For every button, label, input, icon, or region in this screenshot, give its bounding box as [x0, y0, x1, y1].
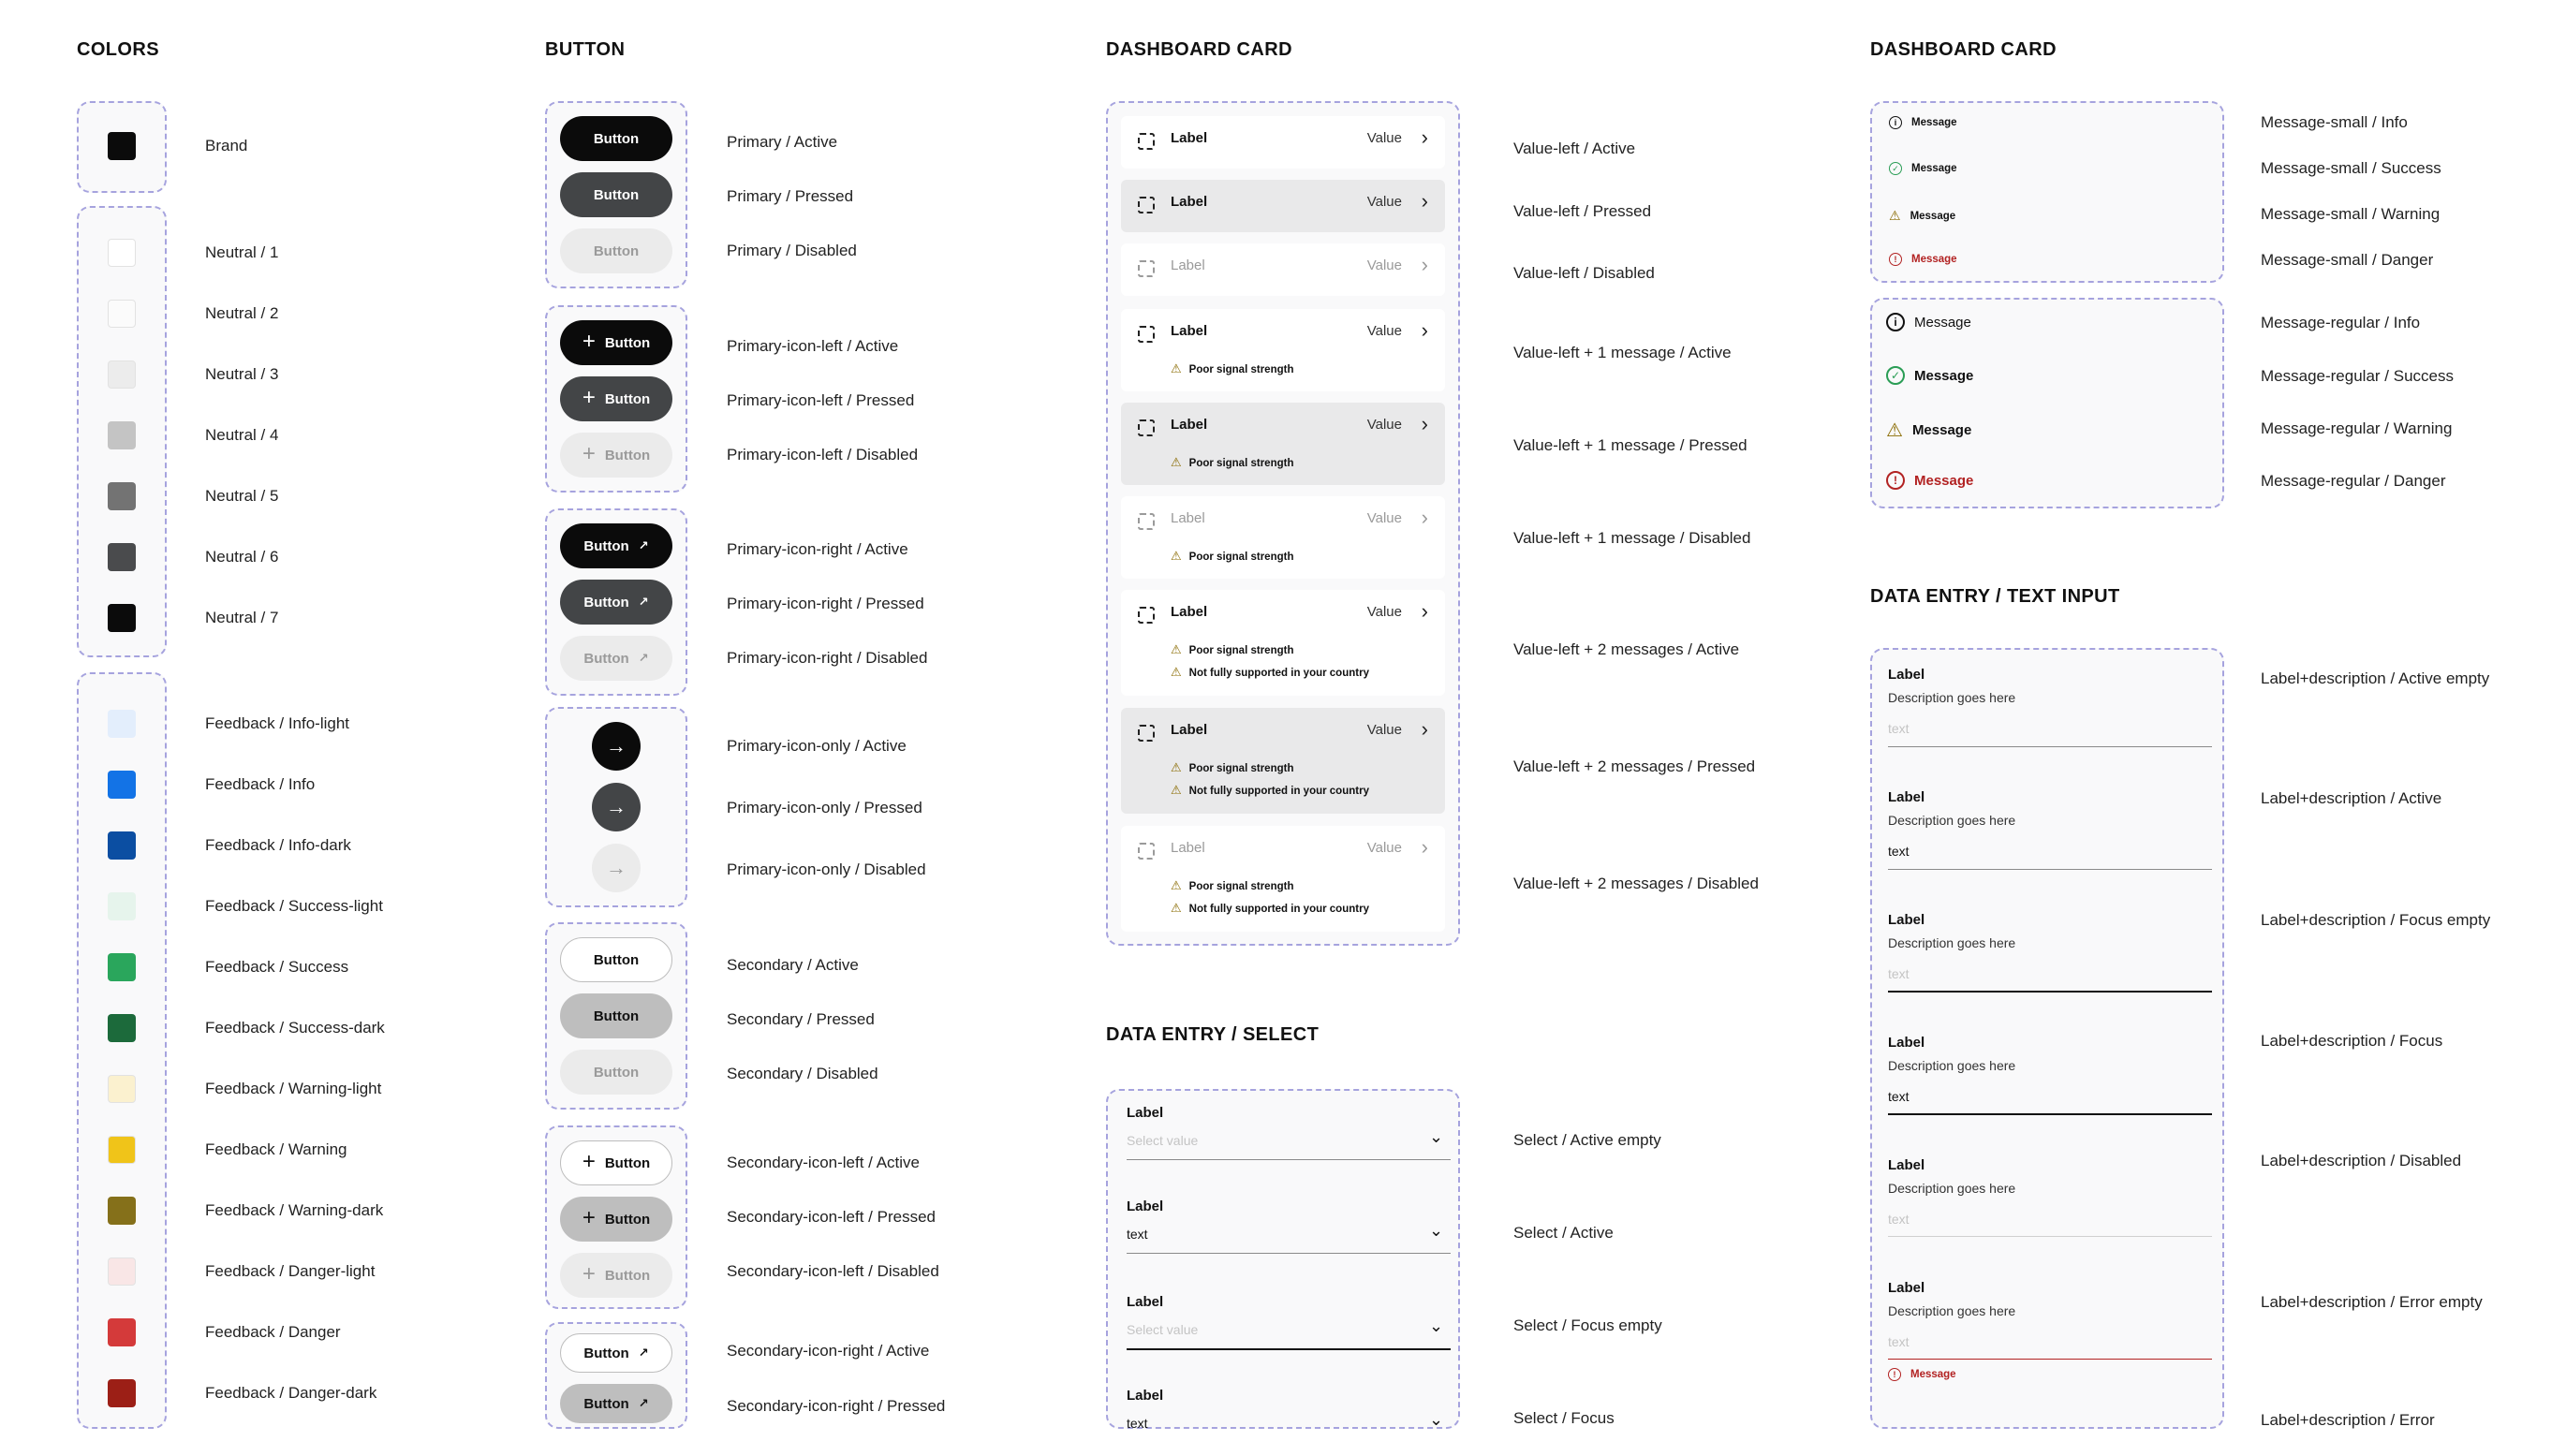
row-value: Value	[1366, 130, 1402, 146]
placeholder-icon	[1138, 725, 1155, 742]
row-value: Value	[1366, 417, 1402, 433]
feedback-color-3-swatch	[108, 831, 136, 860]
primary-icon-left-button-active[interactable]: + Button	[560, 320, 672, 365]
input-placeholder: text	[1888, 1334, 1910, 1349]
primary-icon-only-button-disabled[interactable]	[592, 844, 641, 892]
arrow-right-icon: →	[606, 734, 627, 757]
dashboard-row-1msg-pressed[interactable]	[1121, 403, 1445, 485]
neutral-color-6-label: Neutral / 6	[205, 548, 279, 566]
feedback-color-7-label: Feedback / Warning-light	[205, 1080, 382, 1097]
primary-button-disabled[interactable]: Button	[560, 228, 672, 273]
variant-label: Value-left + 2 messages / Active	[1513, 640, 1740, 658]
variant-label: Value-left + 2 messages / Pressed	[1513, 757, 1756, 775]
feedback-color-2-swatch	[108, 771, 136, 799]
input-label: Label	[1888, 1035, 1925, 1051]
variant-label: Secondary-icon-right / Active	[727, 1342, 930, 1360]
primary-icon-right-button-active[interactable]: Button ↗	[560, 523, 672, 568]
variant-label: Primary-icon-only / Disabled	[727, 860, 926, 878]
primary-icon-left-button-disabled[interactable]: + Button	[560, 433, 672, 478]
placeholder-icon	[1138, 843, 1155, 860]
secondary-icon-right-button-active[interactable]: Button ↗	[560, 1333, 672, 1373]
row-label: Label	[1171, 323, 1208, 339]
select-value: text	[1127, 1227, 1148, 1242]
primary-button-pressed[interactable]: Button	[560, 172, 672, 217]
variant-label: Label+description / Error empty	[2261, 1293, 2483, 1311]
row-value: Value	[1366, 323, 1402, 339]
placeholder-icon	[1138, 326, 1155, 343]
variant-label: Label+description / Active	[2261, 789, 2442, 807]
warning-icon: ⚠	[1171, 455, 1182, 469]
primary-icon-only-button-pressed[interactable]	[592, 783, 641, 831]
row-message: ⚠ Not fully supported in your country	[1171, 665, 1369, 679]
feedback-color-8-label: Feedback / Warning	[205, 1140, 347, 1158]
row-message: ⚠ Poor signal strength	[1171, 642, 1294, 656]
input-description: Description goes here	[1888, 935, 2016, 950]
input-placeholder: text	[1888, 721, 1910, 736]
variant-label: Message-small / Danger	[2261, 251, 2434, 269]
select-underline	[1127, 1159, 1451, 1160]
variant-label: Value-left + 2 messages / Disabled	[1513, 875, 1759, 892]
secondary-button-disabled[interactable]: Button	[560, 1050, 672, 1095]
input-underline	[1888, 1359, 2212, 1360]
placeholder-icon	[1138, 513, 1155, 530]
chevron-right-icon: ›	[1421, 125, 1428, 149]
row-label: Label	[1171, 722, 1208, 738]
variant-label: Primary / Active	[727, 133, 838, 151]
variant-label: Message-regular / Success	[2261, 367, 2454, 385]
chevron-right-icon: ›	[1421, 506, 1428, 529]
variant-label: Primary-icon-left / Pressed	[727, 391, 915, 409]
brand-color-swatch	[108, 132, 136, 160]
variant-label: Secondary / Disabled	[727, 1065, 878, 1082]
primary-icon-only-button-active[interactable]	[592, 722, 641, 771]
neutral-color-6-swatch	[108, 543, 136, 571]
colors-heading: COLORS	[77, 39, 159, 60]
chevron-right-icon: ›	[1421, 412, 1428, 435]
input-placeholder: text	[1888, 966, 1910, 981]
input-placeholder: text	[1888, 1212, 1910, 1227]
alert-circle-icon: !	[1889, 253, 1902, 266]
variant-label: Secondary-icon-left / Pressed	[727, 1208, 936, 1226]
message-regular-info: i Message	[1886, 313, 1971, 331]
plus-icon: +	[582, 1261, 596, 1287]
row-message: ⚠ Poor signal strength	[1171, 361, 1294, 375]
neutral-color-4-swatch	[108, 421, 136, 449]
input-description: Description goes here	[1888, 1058, 2016, 1073]
dashboard-row-pressed[interactable]	[1121, 180, 1445, 232]
dashboard-row-active[interactable]	[1121, 116, 1445, 169]
message-small-danger: ! Message	[1889, 253, 1957, 266]
input-underline	[1888, 991, 2212, 993]
message-small-success: ✓ Message	[1889, 162, 1957, 175]
warning-icon: ⚠	[1171, 760, 1182, 774]
brand-color-label: Brand	[205, 137, 248, 154]
variant-label: Message-regular / Danger	[2261, 472, 2446, 490]
select-value: text	[1127, 1416, 1148, 1431]
row-message: ⚠ Not fully supported in your country	[1171, 783, 1369, 797]
neutral-color-5-label: Neutral / 5	[205, 487, 279, 505]
warning-icon: ⚠	[1886, 420, 1903, 441]
dashboard-row-disabled[interactable]	[1121, 243, 1445, 296]
dashboard-row-2msg-active[interactable]	[1121, 590, 1445, 696]
row-message: ⚠ Poor signal strength	[1171, 878, 1294, 892]
variant-label: Value-left + 1 message / Pressed	[1513, 436, 1748, 454]
neutral-color-4-label: Neutral / 4	[205, 426, 279, 444]
feedback-color-11-swatch	[108, 1318, 136, 1346]
variant-label: Secondary-icon-left / Active	[727, 1154, 920, 1171]
warning-icon: ⚠	[1171, 783, 1182, 797]
variant-label: Message-small / Warning	[2261, 205, 2441, 223]
alert-circle-icon: !	[1886, 471, 1905, 490]
select-label: Label	[1127, 1294, 1164, 1310]
message-regular-danger: ! Message	[1886, 471, 1973, 490]
primary-icon-right-button-disabled[interactable]: Button ↗	[560, 636, 672, 681]
message-small-warning: ⚠ Message	[1889, 208, 1956, 223]
row-message: ⚠ Poor signal strength	[1171, 455, 1294, 469]
input-description: Description goes here	[1888, 813, 2016, 828]
input-label: Label	[1888, 789, 1925, 805]
variant-label: Value-left / Disabled	[1513, 264, 1655, 282]
input-description: Description goes here	[1888, 1303, 2016, 1318]
message-small-info: i Message	[1889, 116, 1957, 129]
variant-label: Value-left + 1 message / Active	[1513, 344, 1732, 361]
neutral-color-7-swatch	[108, 604, 136, 632]
chevron-right-icon: ›	[1421, 318, 1428, 342]
select-label: Label	[1127, 1199, 1164, 1214]
variant-label: Label+description / Disabled	[2261, 1152, 2462, 1169]
select-underline	[1127, 1253, 1451, 1254]
secondary-icon-left-button-active[interactable]: + Button	[560, 1140, 672, 1185]
placeholder-icon	[1138, 133, 1155, 150]
feedback-color-5-label: Feedback / Success	[205, 958, 349, 976]
arrow-up-right-icon: ↗	[638, 1346, 649, 1360]
feedback-color-10-label: Feedback / Danger-light	[205, 1262, 376, 1280]
chevron-down-icon: ⌄	[1429, 1410, 1444, 1429]
select-label: Label	[1127, 1105, 1164, 1121]
primary-button-active[interactable]: Button	[560, 116, 672, 161]
neutral-color-1-swatch	[108, 239, 136, 267]
input-underline	[1888, 869, 2212, 870]
variant-label: Primary-icon-right / Disabled	[727, 649, 928, 667]
primary-icon-right-button-pressed[interactable]: Button ↗	[560, 580, 672, 625]
secondary-button-pressed[interactable]: Button	[560, 993, 672, 1038]
arrow-up-right-icon: ↗	[638, 651, 649, 665]
input-value: text	[1888, 844, 1910, 859]
neutral-color-2-swatch	[108, 300, 136, 328]
feedback-color-10-swatch	[108, 1257, 136, 1286]
row-label: Label	[1171, 417, 1208, 433]
chevron-right-icon: ›	[1421, 253, 1428, 276]
input-label: Label	[1888, 1280, 1925, 1296]
variant-label: Primary / Disabled	[727, 242, 857, 259]
feedback-color-9-label: Feedback / Warning-dark	[205, 1201, 384, 1219]
variant-label: Primary-icon-left / Active	[727, 337, 899, 355]
feedback-color-6-swatch	[108, 1014, 136, 1042]
select-placeholder: Select value	[1127, 1133, 1199, 1148]
chevron-down-icon: ⌄	[1429, 1221, 1444, 1240]
chevron-right-icon: ›	[1421, 189, 1428, 213]
neutral-color-7-label: Neutral / 7	[205, 609, 279, 626]
variant-label: Primary / Pressed	[727, 187, 854, 205]
arrow-up-right-icon: ↗	[638, 538, 649, 552]
warning-icon: ⚠	[1171, 901, 1182, 915]
input-error-message: ! Message	[1888, 1368, 1956, 1381]
feedback-color-2-label: Feedback / Info	[205, 775, 316, 793]
input-underline	[1888, 1236, 2212, 1237]
feedback-color-1-swatch	[108, 710, 136, 738]
variant-label: Value-left + 1 message / Disabled	[1513, 529, 1751, 547]
arrow-up-right-icon: ↗	[638, 595, 649, 609]
row-label: Label	[1171, 194, 1208, 210]
warning-icon: ⚠	[1171, 878, 1182, 892]
dashboard-row-2msg-disabled[interactable]	[1121, 826, 1445, 932]
warning-icon: ⚠	[1889, 208, 1901, 223]
arrow-right-icon: →	[606, 795, 627, 818]
secondary-icon-left-button-disabled[interactable]: + Button	[560, 1253, 672, 1298]
warning-icon: ⚠	[1171, 642, 1182, 656]
variant-label: Primary-icon-left / Disabled	[727, 446, 919, 463]
row-value: Value	[1366, 257, 1402, 273]
plus-icon: +	[582, 329, 596, 354]
variant-label: Primary-icon-only / Active	[727, 737, 907, 755]
select-heading: DATA ENTRY / SELECT	[1106, 1024, 1320, 1045]
row-message: ⚠ Poor signal strength	[1171, 549, 1294, 563]
feedback-color-11-label: Feedback / Danger	[205, 1323, 341, 1341]
variant-label: Label+description / Error	[2261, 1411, 2435, 1429]
secondary-button-active[interactable]: Button	[560, 937, 672, 982]
feedback-color-12-label: Feedback / Danger-dark	[205, 1384, 377, 1402]
variant-label: Label+description / Active empty	[2261, 669, 2490, 687]
select-underline	[1127, 1348, 1451, 1350]
variant-label: Value-left / Pressed	[1513, 202, 1652, 220]
input-underline	[1888, 1113, 2212, 1115]
variant-label: Primary-icon-right / Active	[727, 540, 908, 558]
placeholder-icon	[1138, 607, 1155, 624]
variant-label: Message-small / Success	[2261, 159, 2441, 177]
plus-icon: +	[582, 1149, 596, 1174]
secondary-icon-right-button-pressed[interactable]: Button ↗	[560, 1384, 672, 1423]
placeholder-icon	[1138, 419, 1155, 436]
variant-label: Select / Focus empty	[1513, 1316, 1662, 1334]
message-regular-success: ✓ Message	[1886, 366, 1973, 385]
info-icon: i	[1886, 313, 1905, 331]
variant-label: Message-small / Info	[2261, 113, 2408, 131]
row-value: Value	[1366, 840, 1402, 856]
variant-label: Secondary-icon-left / Disabled	[727, 1262, 939, 1280]
feedback-color-7-swatch	[108, 1075, 136, 1103]
feedback-color-8-swatch	[108, 1136, 136, 1164]
feedback-color-12-swatch	[108, 1379, 136, 1407]
variant-label: Select / Focus	[1513, 1409, 1615, 1427]
row-value: Value	[1366, 194, 1402, 210]
variant-label: Label+description / Focus empty	[2261, 911, 2491, 929]
dashboard-row-1msg-disabled[interactable]	[1121, 496, 1445, 579]
warning-icon: ⚠	[1171, 361, 1182, 375]
variant-label: Primary-icon-right / Pressed	[727, 595, 924, 612]
select-label: Label	[1127, 1388, 1164, 1404]
dashboard-card-heading: DASHBOARD CARD	[1106, 39, 1292, 60]
message-regular-warning: ⚠ Message	[1886, 420, 1972, 441]
variant-label: Message-regular / Info	[2261, 314, 2421, 331]
plus-icon: +	[582, 1205, 596, 1230]
input-description: Description goes here	[1888, 690, 2016, 705]
chevron-down-icon: ⌄	[1429, 1127, 1444, 1146]
row-label: Label	[1171, 604, 1208, 620]
neutral-color-3-label: Neutral / 3	[205, 365, 279, 383]
feedback-color-4-swatch	[108, 892, 136, 920]
chevron-right-icon: ›	[1421, 599, 1428, 623]
arrow-right-icon: →	[606, 856, 627, 879]
input-label: Label	[1888, 1157, 1925, 1173]
dashboard-row-2msg-pressed[interactable]	[1121, 708, 1445, 814]
placeholder-icon	[1138, 260, 1155, 277]
info-icon: i	[1889, 116, 1902, 129]
row-value: Value	[1366, 604, 1402, 620]
row-value: Value	[1366, 722, 1402, 738]
select-placeholder: Select value	[1127, 1322, 1199, 1337]
variant-label: Select / Active	[1513, 1224, 1614, 1242]
feedback-color-4-label: Feedback / Success-light	[205, 897, 383, 915]
row-label: Label	[1171, 840, 1205, 856]
row-value: Value	[1366, 510, 1402, 526]
neutral-color-2-label: Neutral / 2	[205, 304, 279, 322]
feedback-color-6-label: Feedback / Success-dark	[205, 1019, 385, 1037]
button-heading: BUTTON	[545, 39, 626, 60]
text-input-heading: DATA ENTRY / TEXT INPUT	[1870, 586, 2120, 607]
check-circle-icon: ✓	[1889, 162, 1902, 175]
neutral-color-5-swatch	[108, 482, 136, 510]
row-label: Label	[1171, 510, 1205, 526]
row-label: Label	[1171, 130, 1208, 146]
variant-label: Message-regular / Warning	[2261, 419, 2453, 437]
variant-label: Secondary / Pressed	[727, 1010, 875, 1028]
dashboard-row-1msg-active[interactable]	[1121, 309, 1445, 391]
row-message: ⚠ Not fully supported in your country	[1171, 901, 1369, 915]
secondary-icon-left-button-pressed[interactable]: + Button	[560, 1197, 672, 1242]
plus-icon: +	[582, 385, 596, 410]
variant-label: Label+description / Focus	[2261, 1032, 2443, 1050]
variant-label: Secondary / Active	[727, 956, 859, 974]
neutral-color-3-swatch	[108, 360, 136, 389]
feedback-color-9-swatch	[108, 1197, 136, 1225]
variant-label: Value-left / Active	[1513, 140, 1636, 157]
chevron-right-icon: ›	[1421, 717, 1428, 741]
chevron-down-icon: ⌄	[1429, 1316, 1444, 1335]
dashboard-card-heading-2: DASHBOARD CARD	[1870, 39, 2057, 60]
input-value: text	[1888, 1089, 1910, 1104]
row-label: Label	[1171, 257, 1205, 273]
feedback-color-3-label: Feedback / Info-dark	[205, 836, 351, 854]
check-circle-icon: ✓	[1886, 366, 1905, 385]
input-description: Description goes here	[1888, 1181, 2016, 1196]
warning-icon: ⚠	[1171, 665, 1182, 679]
input-underline	[1888, 746, 2212, 747]
arrow-up-right-icon: ↗	[638, 1396, 649, 1410]
alert-circle-icon: !	[1888, 1368, 1901, 1381]
neutral-color-1-label: Neutral / 1	[205, 243, 279, 261]
feedback-color-5-swatch	[108, 953, 136, 981]
chevron-right-icon: ›	[1421, 835, 1428, 859]
input-label: Label	[1888, 912, 1925, 928]
feedback-color-1-label: Feedback / Info-light	[205, 714, 350, 732]
warning-icon: ⚠	[1171, 549, 1182, 563]
variant-label: Primary-icon-only / Pressed	[727, 799, 922, 816]
plus-icon: +	[582, 441, 596, 466]
input-label: Label	[1888, 667, 1925, 683]
variant-label: Select / Active empty	[1513, 1131, 1661, 1149]
primary-icon-left-button-pressed[interactable]: + Button	[560, 376, 672, 421]
variant-label: Secondary-icon-right / Pressed	[727, 1397, 946, 1415]
row-message: ⚠ Poor signal strength	[1171, 760, 1294, 774]
placeholder-icon	[1138, 197, 1155, 213]
